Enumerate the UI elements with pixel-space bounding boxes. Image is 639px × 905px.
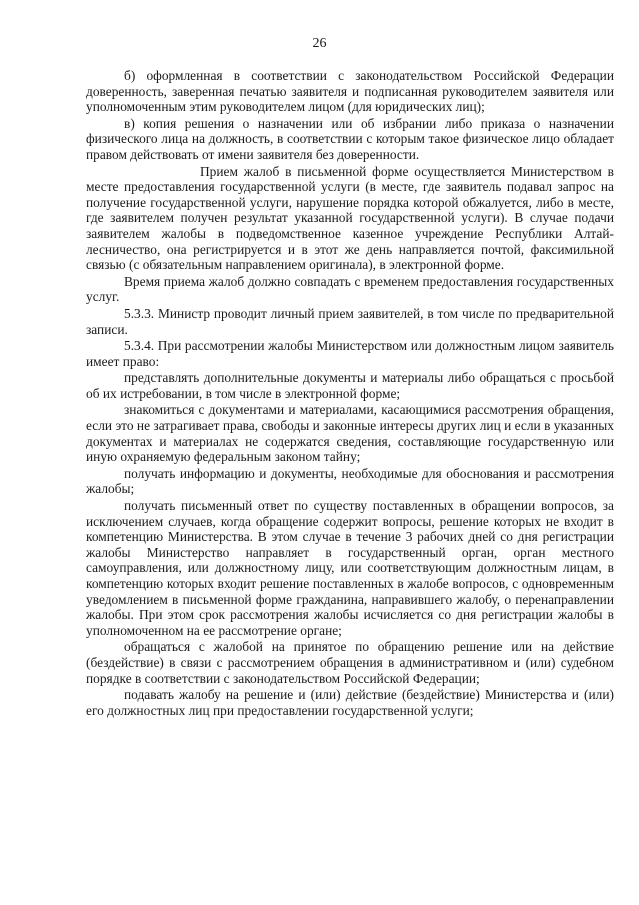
paragraph-right-review-materials: знакомиться с документами и материалами, касающимися рассмотрения обращения, если это не затрагивает права, свободы и законные интересы других лиц и если в указанных документах и материалах не содержатся сведения, составляющие государственную или иную охраняемую федеральным законом тайну; — [86, 402, 614, 465]
page-number: 26 — [312, 36, 327, 51]
paragraph-right-receive-information: получать информацию и документы, необходимые для обоснования и рассмотрения жалобы; — [86, 465, 614, 497]
paragraph-right-file-complaint: подавать жалобу на решение и (или) действие (бездействие) Министерства и (или) его должностных лиц при предоставлении государственной услуги; — [86, 687, 614, 718]
paragraph-right-written-answer: получать письменный ответ по существу поставленных в обращении вопросов, за исключением случаев, когда обращение содержит вопросы, решение которых не входит в компетенцию Министерства. В этом случае в течение 3 рабочих дней со дня регистрации жалобы Министерство направляет в государственный орган, орган местного самоуправления, или должностному лицу, или соответствующим должностным лицам, в компетенцию которых входит решение поставленных в жалобе вопросов, с одновременным уведомлением в письменной форме гражданина, направившего жалобу, о перенаправлении жалобы. При этом срок рассмотрения жалобы исчисляется со дня регистрации жалобы в уполномоченном на ее рассмотрение органе; — [86, 498, 614, 638]
paragraph-right-submit-documents: представлять дополнительные документы и материалы либо обращаться с просьбой об их истребовании, в том числе в электронной форме; — [86, 370, 614, 401]
paragraph-5-3-3: 5.3.3. Министр проводит личный прием заявителей, в том числе по предварительной записи. — [86, 305, 614, 337]
paragraph-written-complaints: Прием жалоб в письменной форме осуществляется Министерством в месте предоставления государственной услуги (в месте, где заявитель подавал запрос на получение государственной услуги, нарушение порядка которой обжалуется, либо в месте, где заявителем получен результат указанной государственной услуги). В случае подачи заявителем жалобы в подведомственное казенное учреждение Республики Алтай- лесничество, она регистрируется и в этот же день направляется почтой, факсимильной связью (с обязательным направлением оригинала), в электронной форме. — [86, 163, 614, 273]
paragraph-5-3-4: 5.3.4. При рассмотрении жалобы Министерством или должностным лицом заявитель имеет право: — [86, 338, 614, 369]
paragraph-reception-time: Время приема жалоб должно совпадать с временем предоставления государственных услуг. — [86, 273, 614, 305]
paragraph-right-appeal-decision: обращаться с жалобой на принятое по обращению решение или на действие (бездействие) в связи с рассмотрением обращения в административном и (или) судебном порядке в соответствии с законодательством Российской Федерации; — [86, 639, 614, 686]
paragraph-power-of-attorney: б) оформленная в соответствии с законодательством Российской Федерации доверенность, заверенная печатью заявителя и подписанная руководителем заявителя или уполномоченным этим руководителем лицом (для юридических лиц); — [86, 68, 614, 115]
paragraph-appointment-decision: в) копия решения о назначении или об избрании либо приказа о назначении физического лица на должность, в соответствии с которым такое физическое лицо обладает правом действовать от имени заявителя без доверенности. — [86, 115, 614, 162]
document-body — [86, 68, 614, 719]
